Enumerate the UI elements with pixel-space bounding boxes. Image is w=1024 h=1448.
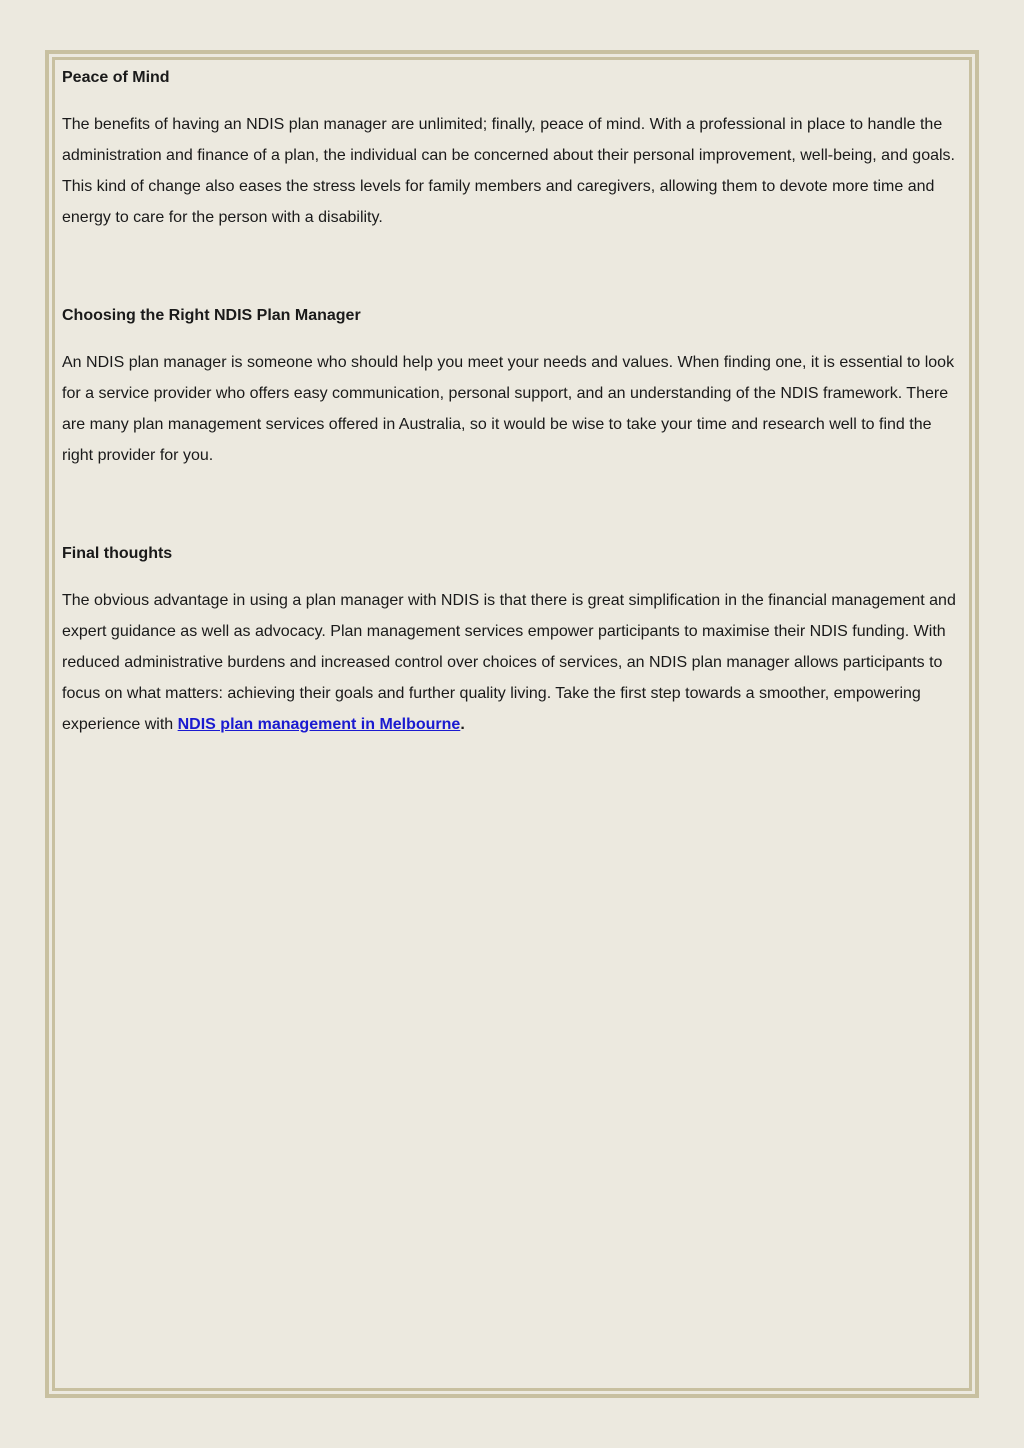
- trailing-period: .: [460, 716, 465, 733]
- ndis-plan-management-link[interactable]: NDIS plan management in Melbourne: [177, 716, 461, 733]
- paragraph-choosing-plan-manager: An NDIS plan manager is someone who should help you meet your needs and values. When finding one, it is essential to look for a service provider who offers easy communication, personal support, and an understanding of the NDIS framework. There are many plan management services offered in Australia, so it would be wise to take your time and research well to find the right provider for you.: [62, 354, 955, 464]
- heading-peace-of-mind: Peace of Mind: [62, 69, 170, 86]
- document-body: [62, 64, 967, 740]
- heading-choosing-plan-manager: Choosing the Right NDIS Plan Manager: [62, 307, 361, 324]
- heading-final-thoughts: Final thoughts: [62, 545, 173, 562]
- paragraph-final-thoughts-text: The obvious advantage in using a plan manager with NDIS is that there is great simplification in the financial management and expert guidance as well as advocacy. Plan management services empower participants to maximise their NDIS funding. With reduced administrative burdens and increased control over choices of services, an NDIS plan manager allows participants to focus on what matters: achieving their goals and further quality living. Take the first step towards a smoother, empowering experience with: [62, 592, 956, 733]
- paragraph-peace-of-mind: The benefits of having an NDIS plan manager are unlimited; finally, peace of mind. With a professional in place to handle the administration and finance of a plan, the individual can be concerned about their personal improvement, well-being, and goals. This kind of change also eases the stress levels for family members and caregivers, allowing them to devote more time and energy to care for the person with a disability.: [62, 116, 955, 226]
- paragraph-final-thoughts: [62, 585, 967, 740]
